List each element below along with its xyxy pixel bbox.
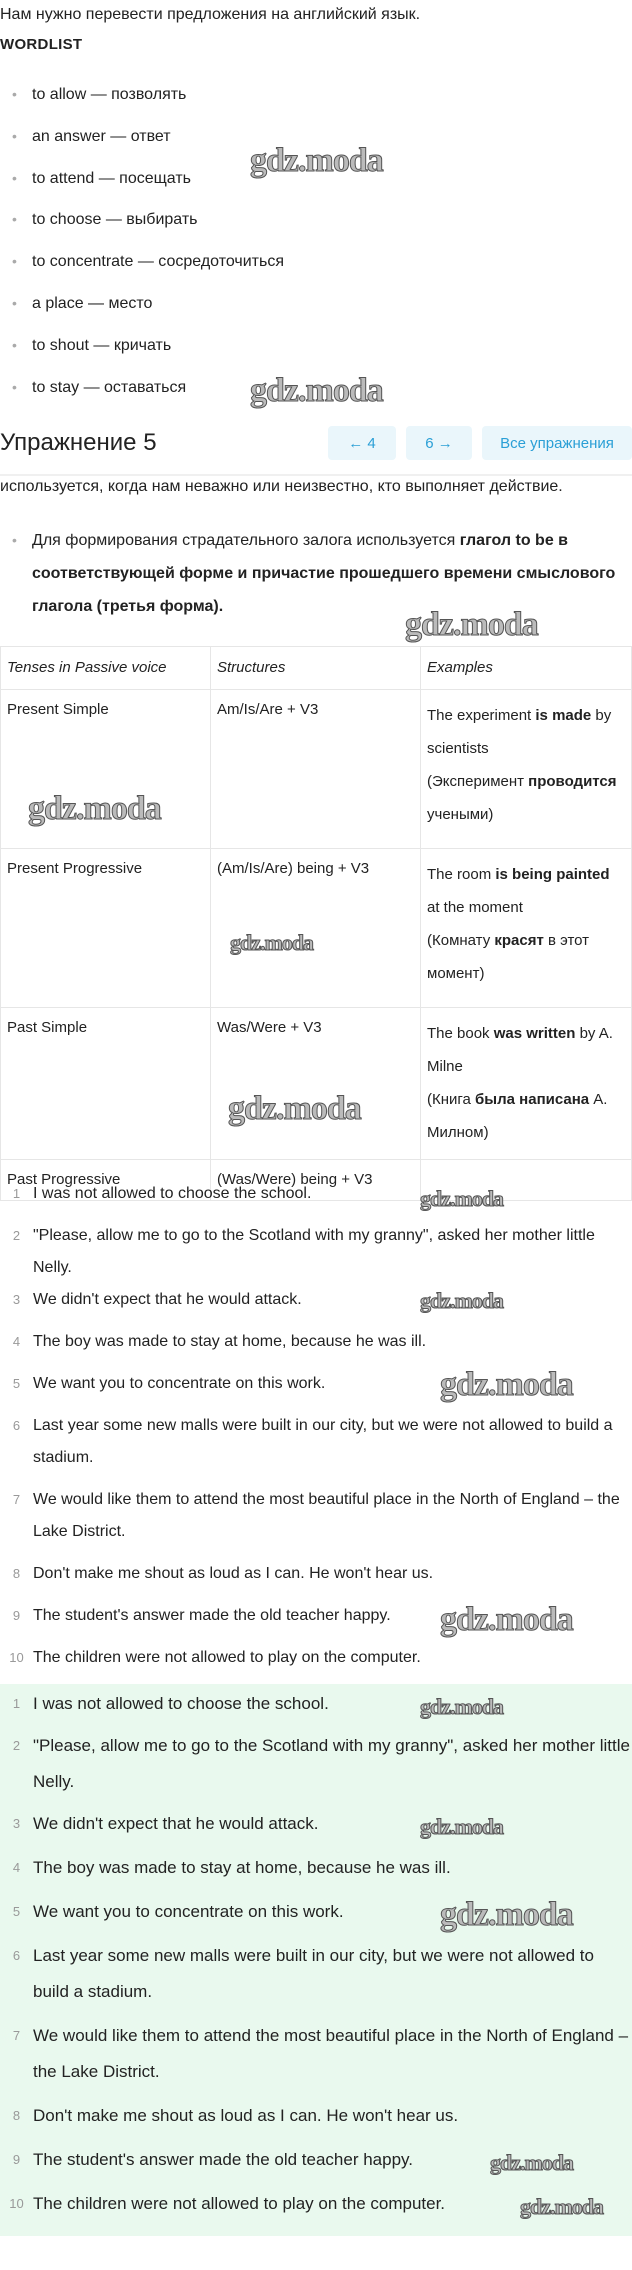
example-cell: The room is being painted at the moment (Комнату красят в этот момент) — [421, 849, 632, 1008]
column-header: Structures — [211, 647, 421, 690]
answer-text: We didn't expect that he would attack. — [33, 1814, 319, 1833]
watermark: gdz.moda — [420, 1694, 504, 1719]
answer-item — [0, 1686, 632, 1728]
answer-list-highlighted — [0, 1686, 632, 2226]
answer-number: 6 — [12, 1418, 21, 1433]
answer-text: I was not allowed to choose the school. — [33, 1694, 329, 1713]
answer-item — [0, 2018, 632, 2098]
word: to concentrate — сосредоточиться — [32, 253, 284, 271]
answer-item — [0, 1326, 632, 1368]
theory-text: используется, когда нам неважно или неизвестно, кто выполняет действие. — [0, 478, 563, 495]
exercise-header — [0, 418, 632, 468]
answer-text: The student's answer made the old teacher happy. — [33, 2150, 413, 2169]
answer-number: 10 — [9, 1650, 24, 1665]
watermark: gdz.moda — [250, 142, 383, 179]
answer-number: 8 — [12, 1566, 21, 1581]
answer-text: We want you to concentrate on this work. — [33, 1375, 326, 1392]
bullet-icon: • — [12, 169, 17, 186]
table-row — [1, 849, 632, 1008]
answer-number: 6 — [12, 1948, 21, 1963]
answer-item — [0, 2098, 632, 2142]
column-header: Examples — [421, 647, 632, 690]
answer-item — [0, 1410, 632, 1484]
list-item — [12, 379, 284, 421]
answer-text: We would like them to attend the most beautiful place in the North of England – the Lake District. — [33, 1491, 620, 1540]
answer-number: 2 — [12, 1738, 21, 1753]
word: a place — место — [32, 294, 153, 312]
list-item — [12, 253, 284, 295]
answer-number: 7 — [12, 2028, 21, 2043]
word: to stay — оставаться — [32, 378, 187, 396]
answer-number: 7 — [12, 1492, 21, 1507]
tense-cell: Present Simple — [1, 690, 211, 849]
answer-text: I was not allowed to choose the school. — [33, 1185, 312, 1202]
answer-item — [0, 1484, 632, 1558]
answer-text: The boy was made to stay at home, because he was ill. — [33, 1858, 451, 1877]
list-item — [12, 337, 284, 379]
word: to allow — позволять — [32, 86, 187, 103]
bullet-icon: • — [12, 336, 17, 353]
answer-number: 2 — [12, 1228, 21, 1243]
structure-cell: (Was/Were) being + V3 — [211, 1160, 421, 1201]
all-exercises-button[interactable]: Все упражнения — [482, 426, 632, 460]
divider — [0, 474, 632, 476]
answer-number: 5 — [12, 1904, 21, 1919]
watermark: gdz.moda — [490, 2150, 574, 2175]
intro-text: Нам нужно перевести предложения на английский язык. — [0, 6, 421, 23]
answer-text: We would like them to attend the most beautiful place in the North of England – the Lake District. — [33, 2026, 629, 2081]
answer-text: "Please, allow me to go to the Scotland with my granny", asked her mother little Nelly. — [33, 1736, 630, 1791]
tense-cell: Past Progressive — [1, 1160, 211, 1201]
answer-number: 8 — [12, 2108, 21, 2123]
answer-number: 9 — [12, 2152, 21, 2167]
answer-text: "Please, allow me to go to the Scotland with my granny", asked her mother little Nelly. — [33, 1227, 595, 1276]
bullet-icon: • — [12, 532, 17, 548]
answer-item — [0, 1806, 632, 1850]
wordlist — [12, 86, 284, 420]
answer-text: Don't make me shout as loud as I can. He won't hear us. — [33, 1565, 434, 1582]
watermark: gdz.moda — [440, 1601, 573, 1638]
answer-text: We didn't expect that he would attack. — [33, 1291, 302, 1308]
theory-plain: Для формирования страдательного залога используется — [32, 532, 460, 549]
answer-number: 10 — [9, 2196, 24, 2211]
answer-item — [0, 1642, 632, 1682]
answer-text: The boy was made to stay at home, because he was ill. — [33, 1333, 427, 1350]
watermark: gdz.moda — [420, 1186, 504, 1211]
answer-item — [0, 1558, 632, 1600]
tense-cell: Present Progressive — [1, 849, 211, 1008]
word: an answer — ответ — [32, 127, 171, 145]
bullet-icon: • — [12, 378, 17, 395]
answer-number: 4 — [12, 1334, 21, 1349]
answer-number: 9 — [12, 1608, 21, 1623]
answer-item — [0, 1284, 632, 1326]
list-item — [12, 211, 284, 253]
list-item — [12, 128, 284, 170]
answer-text: The children were not allowed to play on the computer. — [33, 1649, 421, 1666]
watermark: gdz.moda — [230, 930, 314, 955]
answer-text: The student's answer made the old teacher happy. — [33, 1607, 391, 1624]
list-item — [12, 295, 284, 337]
theory-bold: глагол to be в соответствующей форме и причастие прошедшего времени смыслового глагола (третья форма). — [32, 532, 616, 615]
watermark: gdz.moda — [28, 790, 161, 827]
watermark: gdz.moda — [250, 372, 383, 409]
watermark: gdz.moda — [228, 1090, 361, 1127]
tense-cell: Past Simple — [1, 1008, 211, 1160]
list-item — [12, 170, 284, 212]
answer-text: Last year some new malls were built in our city, but we were not allowed to build a stadium. — [33, 1417, 613, 1466]
answer-number: 4 — [12, 1860, 21, 1875]
watermark: gdz.moda — [440, 1896, 573, 1933]
bullet-icon: • — [12, 86, 17, 102]
list-item — [12, 86, 284, 128]
example-cell: The book was written by A. Milne (Книга была написана А. Милном) — [421, 1008, 632, 1160]
watermark: gdz.moda — [440, 1366, 573, 1403]
next-exercise-button[interactable]: 6 → — [406, 426, 472, 460]
watermark: gdz.moda — [420, 1288, 504, 1313]
table-row — [1, 1008, 632, 1160]
answer-item — [0, 1178, 632, 1220]
structure-cell: Am/Is/Are + V3 — [211, 690, 421, 849]
structure-cell: Was/Were + V3 — [211, 1008, 421, 1160]
answer-number: 3 — [12, 1292, 21, 1307]
example-cell: The experiment is made by scientists (Эксперимент проводится учеными) — [421, 690, 632, 849]
answer-text: Don't make me shout as loud as I can. He won't hear us. — [33, 2106, 459, 2125]
answer-item — [0, 1850, 632, 1894]
answer-item — [0, 1938, 632, 2018]
watermark: gdz.moda — [420, 1814, 504, 1839]
answer-item — [0, 1220, 632, 1284]
word: to choose — выбирать — [32, 211, 198, 229]
bullet-icon: • — [12, 127, 17, 144]
word: to shout — кричать — [32, 336, 172, 354]
answer-number: 1 — [12, 1186, 21, 1201]
answer-text: The children were not allowed to play on the computer. — [33, 2194, 446, 2213]
structure-cell: (Am/Is/Are) being + V3 — [211, 849, 421, 1008]
bullet-icon: • — [12, 211, 17, 228]
answer-item — [0, 1728, 632, 1806]
wordlist-title: WORDLIST — [0, 36, 83, 53]
exercise-title: Упражнение 5 — [0, 429, 157, 456]
table-header-row — [1, 647, 632, 690]
answer-number: 3 — [12, 1816, 21, 1831]
word: to attend — посещать — [32, 169, 191, 187]
watermark: gdz.moda — [520, 2194, 604, 2219]
prev-exercise-button[interactable]: ← 4 — [328, 426, 396, 460]
answer-number: 5 — [12, 1376, 21, 1391]
answer-text: Last year some new malls were built in our city, but we were not allowed to build a stadium. — [33, 1946, 594, 2001]
column-header: Tenses in Passive voice — [1, 647, 211, 690]
watermark: gdz.moda — [405, 606, 538, 643]
answer-number: 1 — [12, 1696, 21, 1711]
bullet-icon: • — [12, 253, 17, 270]
bullet-icon: • — [12, 294, 17, 311]
answer-text: We want you to concentrate on this work. — [33, 1902, 344, 1921]
